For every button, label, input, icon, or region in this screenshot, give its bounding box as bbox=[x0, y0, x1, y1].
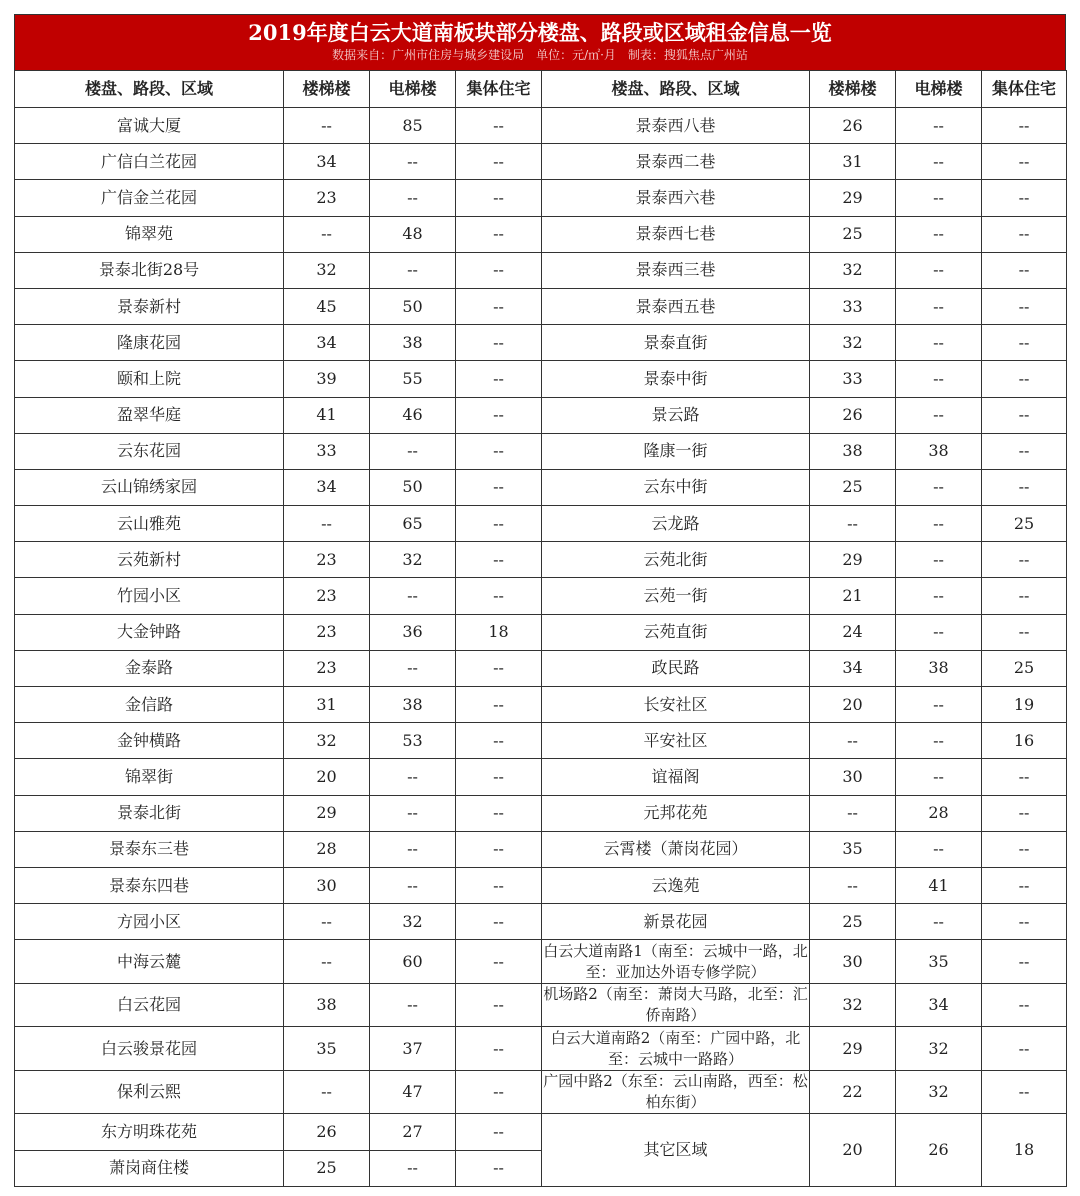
right-cell-name: 新景花园 bbox=[542, 904, 810, 940]
left-cell-collective-rent: -- bbox=[456, 795, 542, 831]
right-cell-stair-rent: 33 bbox=[810, 288, 896, 324]
left-cell-name: 金信路 bbox=[15, 687, 284, 723]
right-cell-name: 景泰西二巷 bbox=[542, 144, 810, 180]
right-cell-name: 机场路2（南至：萧岗大马路，北至：汇侨南路） bbox=[542, 983, 810, 1027]
right-cell-elevator-rent: -- bbox=[896, 723, 982, 759]
left-cell-name: 颐和上院 bbox=[15, 361, 284, 397]
right-cell-elevator-rent: -- bbox=[896, 144, 982, 180]
right-cell-collective-rent: -- bbox=[982, 325, 1067, 361]
left-cell-name: 方园小区 bbox=[15, 904, 284, 940]
right-cell-collective-rent: 18 bbox=[982, 1114, 1067, 1186]
left-cell-collective-rent: -- bbox=[456, 397, 542, 433]
left-cell-elevator-rent: -- bbox=[370, 759, 456, 795]
left-cell-name: 云山雅苑 bbox=[15, 506, 284, 542]
right-cell-elevator-rent: -- bbox=[896, 904, 982, 940]
left-cell-elevator-rent: -- bbox=[370, 650, 456, 686]
left-cell-collective-rent: -- bbox=[456, 759, 542, 795]
left-cell-stair-rent: 38 bbox=[284, 983, 370, 1027]
right-cell-collective-rent: 16 bbox=[982, 723, 1067, 759]
right-cell-elevator-rent: 32 bbox=[896, 1027, 982, 1071]
table-row bbox=[15, 687, 1067, 723]
table-row bbox=[15, 397, 1067, 433]
left-cell-stair-rent: 45 bbox=[284, 288, 370, 324]
header-row bbox=[15, 71, 1067, 108]
right-cell-stair-rent: 31 bbox=[810, 144, 896, 180]
right-cell-elevator-rent: 35 bbox=[896, 940, 982, 984]
right-cell-elevator-rent: 26 bbox=[896, 1114, 982, 1186]
left-cell-name: 景泰新村 bbox=[15, 288, 284, 324]
right-cell-stair-rent: -- bbox=[810, 795, 896, 831]
right-cell-collective-rent: 25 bbox=[982, 650, 1067, 686]
right-cell-elevator-rent: 28 bbox=[896, 795, 982, 831]
right-cell-stair-rent: 32 bbox=[810, 252, 896, 288]
left-cell-name: 白云花园 bbox=[15, 983, 284, 1027]
table-row bbox=[15, 904, 1067, 940]
right-cell-name: 云逸苑 bbox=[542, 867, 810, 903]
right-cell-collective-rent: -- bbox=[982, 252, 1067, 288]
left-cell-stair-rent: 25 bbox=[284, 1150, 370, 1186]
right-cell-collective-rent: -- bbox=[982, 940, 1067, 984]
right-cell-name: 云东中街 bbox=[542, 469, 810, 505]
right-cell-elevator-rent: -- bbox=[896, 397, 982, 433]
left-cell-collective-rent: -- bbox=[456, 723, 542, 759]
left-cell-name: 富诚大厦 bbox=[15, 108, 284, 144]
left-cell-elevator-rent: 38 bbox=[370, 687, 456, 723]
right-cell-elevator-rent: -- bbox=[896, 506, 982, 542]
left-cell-name: 锦翠街 bbox=[15, 759, 284, 795]
right-cell-name: 云龙路 bbox=[542, 506, 810, 542]
left-cell-stair-rent: 20 bbox=[284, 759, 370, 795]
left-cell-stair-rent: -- bbox=[284, 108, 370, 144]
right-cell-elevator-rent: -- bbox=[896, 759, 982, 795]
right-cell-stair-rent: 25 bbox=[810, 216, 896, 252]
right-cell-stair-rent: 20 bbox=[810, 687, 896, 723]
left-cell-elevator-rent: 38 bbox=[370, 325, 456, 361]
right-cell-elevator-rent: -- bbox=[896, 831, 982, 867]
right-cell-elevator-rent: -- bbox=[896, 288, 982, 324]
rent-table-document bbox=[14, 14, 1066, 1187]
right-cell-collective-rent: -- bbox=[982, 433, 1067, 469]
right-cell-stair-rent: 29 bbox=[810, 1027, 896, 1071]
right-cell-elevator-rent: -- bbox=[896, 325, 982, 361]
left-cell-name: 金泰路 bbox=[15, 650, 284, 686]
right-cell-name: 景泰西五巷 bbox=[542, 288, 810, 324]
left-cell-collective-rent: -- bbox=[456, 180, 542, 216]
left-cell-name: 竹园小区 bbox=[15, 578, 284, 614]
left-cell-elevator-rent: -- bbox=[370, 578, 456, 614]
left-cell-stair-rent: 34 bbox=[284, 144, 370, 180]
left-cell-elevator-rent: 32 bbox=[370, 904, 456, 940]
left-cell-collective-rent: -- bbox=[456, 687, 542, 723]
right-cell-elevator-rent: -- bbox=[896, 469, 982, 505]
left-cell-elevator-rent: -- bbox=[370, 867, 456, 903]
left-cell-collective-rent: -- bbox=[456, 867, 542, 903]
left-cell-collective-rent: -- bbox=[456, 216, 542, 252]
left-cell-name: 景泰北街28号 bbox=[15, 252, 284, 288]
right-cell-collective-rent: -- bbox=[982, 759, 1067, 795]
left-cell-stair-rent: 23 bbox=[284, 578, 370, 614]
right-cell-stair-rent: 26 bbox=[810, 397, 896, 433]
left-cell-stair-rent: 34 bbox=[284, 469, 370, 505]
right-cell-stair-rent: 30 bbox=[810, 759, 896, 795]
right-cell-collective-rent: 25 bbox=[982, 506, 1067, 542]
left-cell-name: 锦翠苑 bbox=[15, 216, 284, 252]
left-cell-collective-rent: -- bbox=[456, 831, 542, 867]
left-cell-stair-rent: -- bbox=[284, 940, 370, 984]
left-cell-stair-rent: 30 bbox=[284, 867, 370, 903]
left-cell-stair-rent: 39 bbox=[284, 361, 370, 397]
right-cell-collective-rent: -- bbox=[982, 397, 1067, 433]
right-cell-name: 隆康一街 bbox=[542, 433, 810, 469]
left-cell-stair-rent: -- bbox=[284, 1070, 370, 1114]
table-row bbox=[15, 180, 1067, 216]
table-row bbox=[15, 288, 1067, 324]
rent-table bbox=[14, 70, 1067, 1187]
table-subtitle: 数据来自：广州市住房与城乡建设局 单位：元/㎡·月 制表：搜狐焦点广州站 bbox=[332, 48, 748, 62]
right-cell-stair-rent: 29 bbox=[810, 542, 896, 578]
left-cell-collective-rent: -- bbox=[456, 288, 542, 324]
left-cell-name: 东方明珠花苑 bbox=[15, 1114, 284, 1150]
left-cell-elevator-rent: 37 bbox=[370, 1027, 456, 1071]
right-cell-collective-rent: -- bbox=[982, 795, 1067, 831]
left-cell-stair-rent: 23 bbox=[284, 180, 370, 216]
right-cell-name: 景泰西八巷 bbox=[542, 108, 810, 144]
left-cell-elevator-rent: 65 bbox=[370, 506, 456, 542]
right-cell-collective-rent: -- bbox=[982, 361, 1067, 397]
header-name: 楼盘、路段、区域 bbox=[15, 71, 284, 108]
right-cell-stair-rent: 33 bbox=[810, 361, 896, 397]
right-cell-name: 平安社区 bbox=[542, 723, 810, 759]
table-row bbox=[15, 325, 1067, 361]
right-cell-collective-rent: -- bbox=[982, 578, 1067, 614]
table-row bbox=[15, 1070, 1067, 1114]
right-cell-elevator-rent: -- bbox=[896, 252, 982, 288]
right-cell-collective-rent: -- bbox=[982, 1027, 1067, 1071]
left-cell-collective-rent: 18 bbox=[456, 614, 542, 650]
right-cell-name: 景泰西三巷 bbox=[542, 252, 810, 288]
right-cell-collective-rent: -- bbox=[982, 469, 1067, 505]
left-cell-collective-rent: -- bbox=[456, 469, 542, 505]
right-cell-elevator-rent: -- bbox=[896, 361, 982, 397]
right-cell-collective-rent: 19 bbox=[982, 687, 1067, 723]
right-cell-elevator-rent: 38 bbox=[896, 650, 982, 686]
table-row bbox=[15, 867, 1067, 903]
left-cell-elevator-rent: 27 bbox=[370, 1114, 456, 1150]
left-cell-collective-rent: -- bbox=[456, 108, 542, 144]
left-cell-stair-rent: 26 bbox=[284, 1114, 370, 1150]
left-cell-name: 景泰东四巷 bbox=[15, 867, 284, 903]
left-cell-elevator-rent: -- bbox=[370, 831, 456, 867]
left-cell-stair-rent: 32 bbox=[284, 252, 370, 288]
left-cell-name: 中海云麓 bbox=[15, 940, 284, 984]
left-cell-name: 云东花园 bbox=[15, 433, 284, 469]
right-cell-stair-rent: 34 bbox=[810, 650, 896, 686]
right-cell-name: 云苑直街 bbox=[542, 614, 810, 650]
right-cell-stair-rent: 32 bbox=[810, 325, 896, 361]
left-cell-name: 景泰东三巷 bbox=[15, 831, 284, 867]
left-cell-stair-rent: 23 bbox=[284, 614, 370, 650]
left-cell-elevator-rent: 53 bbox=[370, 723, 456, 759]
right-cell-stair-rent: -- bbox=[810, 506, 896, 542]
table-row bbox=[15, 650, 1067, 686]
left-cell-elevator-rent: 32 bbox=[370, 542, 456, 578]
left-cell-stair-rent: 32 bbox=[284, 723, 370, 759]
right-cell-stair-rent: 22 bbox=[810, 1070, 896, 1114]
header-elevator: 电梯楼 bbox=[370, 71, 456, 108]
table-row bbox=[15, 108, 1067, 144]
table-row bbox=[15, 795, 1067, 831]
right-cell-collective-rent: -- bbox=[982, 867, 1067, 903]
left-cell-stair-rent: -- bbox=[284, 216, 370, 252]
left-cell-stair-rent: 33 bbox=[284, 433, 370, 469]
left-cell-elevator-rent: 47 bbox=[370, 1070, 456, 1114]
header-collective: 集体住宅 bbox=[982, 71, 1067, 108]
table-row bbox=[15, 433, 1067, 469]
header-stair: 楼梯楼 bbox=[810, 71, 896, 108]
left-cell-name: 大金钟路 bbox=[15, 614, 284, 650]
left-cell-elevator-rent: -- bbox=[370, 180, 456, 216]
left-cell-collective-rent: -- bbox=[456, 361, 542, 397]
table-row bbox=[15, 578, 1067, 614]
left-cell-elevator-rent: -- bbox=[370, 433, 456, 469]
left-cell-stair-rent: 34 bbox=[284, 325, 370, 361]
left-cell-stair-rent: 29 bbox=[284, 795, 370, 831]
right-cell-name: 云霄楼（萧岗花园） bbox=[542, 831, 810, 867]
left-cell-collective-rent: -- bbox=[456, 433, 542, 469]
table-row bbox=[15, 216, 1067, 252]
left-cell-name: 金钟横路 bbox=[15, 723, 284, 759]
left-cell-stair-rent: 41 bbox=[284, 397, 370, 433]
left-cell-collective-rent: -- bbox=[456, 1150, 542, 1186]
right-cell-collective-rent: -- bbox=[982, 216, 1067, 252]
right-cell-stair-rent: 38 bbox=[810, 433, 896, 469]
left-cell-collective-rent: -- bbox=[456, 252, 542, 288]
table-row bbox=[15, 542, 1067, 578]
right-cell-elevator-rent: -- bbox=[896, 216, 982, 252]
right-cell-elevator-rent: -- bbox=[896, 687, 982, 723]
header-elevator: 电梯楼 bbox=[896, 71, 982, 108]
right-cell-name: 景泰直街 bbox=[542, 325, 810, 361]
left-cell-collective-rent: -- bbox=[456, 904, 542, 940]
right-cell-name: 广园中路2（东至：云山南路，西至：松柏东街） bbox=[542, 1070, 810, 1114]
right-cell-stair-rent: 20 bbox=[810, 1114, 896, 1186]
left-cell-collective-rent: -- bbox=[456, 983, 542, 1027]
right-cell-collective-rent: -- bbox=[982, 614, 1067, 650]
table-row bbox=[15, 144, 1067, 180]
left-cell-elevator-rent: -- bbox=[370, 1150, 456, 1186]
right-cell-stair-rent: 29 bbox=[810, 180, 896, 216]
left-cell-collective-rent: -- bbox=[456, 144, 542, 180]
left-cell-name: 白云骏景花园 bbox=[15, 1027, 284, 1071]
right-cell-elevator-rent: 32 bbox=[896, 1070, 982, 1114]
right-cell-elevator-rent: 34 bbox=[896, 983, 982, 1027]
right-cell-stair-rent: 30 bbox=[810, 940, 896, 984]
right-cell-elevator-rent: -- bbox=[896, 542, 982, 578]
table-title: 2019年度白云大道南板块部分楼盘、路段或区域租金信息一览 bbox=[248, 20, 832, 45]
right-cell-name: 云苑一街 bbox=[542, 578, 810, 614]
left-cell-collective-rent: -- bbox=[456, 325, 542, 361]
right-cell-name: 景泰西六巷 bbox=[542, 180, 810, 216]
right-cell-name: 景云路 bbox=[542, 397, 810, 433]
table-row bbox=[15, 759, 1067, 795]
right-cell-name: 谊福阁 bbox=[542, 759, 810, 795]
left-cell-name: 保利云熙 bbox=[15, 1070, 284, 1114]
table-row bbox=[15, 614, 1067, 650]
right-cell-elevator-rent: -- bbox=[896, 108, 982, 144]
left-cell-elevator-rent: -- bbox=[370, 795, 456, 831]
left-cell-collective-rent: -- bbox=[456, 940, 542, 984]
right-cell-stair-rent: 21 bbox=[810, 578, 896, 614]
left-cell-elevator-rent: 50 bbox=[370, 469, 456, 505]
table-row bbox=[15, 723, 1067, 759]
left-cell-name: 景泰北街 bbox=[15, 795, 284, 831]
left-cell-elevator-rent: -- bbox=[370, 983, 456, 1027]
left-cell-name: 隆康花园 bbox=[15, 325, 284, 361]
right-cell-name: 政民路 bbox=[542, 650, 810, 686]
right-cell-stair-rent: 24 bbox=[810, 614, 896, 650]
right-cell-stair-rent: 26 bbox=[810, 108, 896, 144]
right-cell-collective-rent: -- bbox=[982, 542, 1067, 578]
left-cell-elevator-rent: 46 bbox=[370, 397, 456, 433]
right-cell-stair-rent: 35 bbox=[810, 831, 896, 867]
left-cell-name: 萧岗商住楼 bbox=[15, 1150, 284, 1186]
table-row bbox=[15, 831, 1067, 867]
left-cell-elevator-rent: 60 bbox=[370, 940, 456, 984]
right-cell-name: 景泰中街 bbox=[542, 361, 810, 397]
right-cell-collective-rent: -- bbox=[982, 831, 1067, 867]
right-cell-name: 白云大道南路1（南至：云城中一路，北至：亚加达外语专修学院） bbox=[542, 940, 810, 984]
right-cell-name: 白云大道南路2（南至：广园中路，北至：云城中一路路） bbox=[542, 1027, 810, 1071]
table-row bbox=[15, 1114, 1067, 1150]
left-cell-elevator-rent: 48 bbox=[370, 216, 456, 252]
left-cell-name: 盈翠华庭 bbox=[15, 397, 284, 433]
left-cell-collective-rent: -- bbox=[456, 650, 542, 686]
table-row bbox=[15, 252, 1067, 288]
title-bar bbox=[14, 14, 1066, 70]
right-cell-name: 元邦花苑 bbox=[542, 795, 810, 831]
right-cell-stair-rent: 25 bbox=[810, 904, 896, 940]
left-cell-stair-rent: 23 bbox=[284, 542, 370, 578]
right-cell-name: 景泰西七巷 bbox=[542, 216, 810, 252]
left-cell-elevator-rent: 36 bbox=[370, 614, 456, 650]
left-cell-elevator-rent: 55 bbox=[370, 361, 456, 397]
left-cell-elevator-rent: 85 bbox=[370, 108, 456, 144]
right-cell-collective-rent: -- bbox=[982, 108, 1067, 144]
table-row bbox=[15, 940, 1067, 984]
right-cell-stair-rent: -- bbox=[810, 867, 896, 903]
right-cell-elevator-rent: -- bbox=[896, 614, 982, 650]
right-cell-collective-rent: -- bbox=[982, 1070, 1067, 1114]
left-cell-stair-rent: 31 bbox=[284, 687, 370, 723]
right-cell-elevator-rent: -- bbox=[896, 578, 982, 614]
left-cell-name: 广信金兰花园 bbox=[15, 180, 284, 216]
header-collective: 集体住宅 bbox=[456, 71, 542, 108]
left-cell-stair-rent: -- bbox=[284, 506, 370, 542]
left-cell-name: 云苑新村 bbox=[15, 542, 284, 578]
left-cell-name: 云山锦绣家园 bbox=[15, 469, 284, 505]
right-cell-stair-rent: -- bbox=[810, 723, 896, 759]
right-cell-elevator-rent: 38 bbox=[896, 433, 982, 469]
left-cell-collective-rent: -- bbox=[456, 542, 542, 578]
left-cell-stair-rent: 23 bbox=[284, 650, 370, 686]
right-cell-collective-rent: -- bbox=[982, 904, 1067, 940]
table-row bbox=[15, 469, 1067, 505]
left-cell-stair-rent: -- bbox=[284, 904, 370, 940]
right-cell-collective-rent: -- bbox=[982, 180, 1067, 216]
table-row bbox=[15, 506, 1067, 542]
right-cell-stair-rent: 32 bbox=[810, 983, 896, 1027]
right-cell-name: 长安社区 bbox=[542, 687, 810, 723]
right-cell-stair-rent: 25 bbox=[810, 469, 896, 505]
right-cell-collective-rent: -- bbox=[982, 983, 1067, 1027]
header-name: 楼盘、路段、区域 bbox=[542, 71, 810, 108]
left-cell-elevator-rent: -- bbox=[370, 252, 456, 288]
left-cell-collective-rent: -- bbox=[456, 1027, 542, 1071]
left-cell-stair-rent: 28 bbox=[284, 831, 370, 867]
left-cell-stair-rent: 35 bbox=[284, 1027, 370, 1071]
table-row bbox=[15, 1027, 1067, 1071]
right-cell-collective-rent: -- bbox=[982, 288, 1067, 324]
right-cell-name: 云苑北街 bbox=[542, 542, 810, 578]
header-stair: 楼梯楼 bbox=[284, 71, 370, 108]
table-row bbox=[15, 361, 1067, 397]
left-cell-name: 广信白兰花园 bbox=[15, 144, 284, 180]
left-cell-collective-rent: -- bbox=[456, 1070, 542, 1114]
left-cell-elevator-rent: 50 bbox=[370, 288, 456, 324]
table-row bbox=[15, 983, 1067, 1027]
left-cell-collective-rent: -- bbox=[456, 506, 542, 542]
right-cell-elevator-rent: 41 bbox=[896, 867, 982, 903]
right-cell-elevator-rent: -- bbox=[896, 180, 982, 216]
left-cell-collective-rent: -- bbox=[456, 578, 542, 614]
left-cell-collective-rent: -- bbox=[456, 1114, 542, 1150]
left-cell-elevator-rent: -- bbox=[370, 144, 456, 180]
right-cell-collective-rent: -- bbox=[982, 144, 1067, 180]
right-cell-name: 其它区域 bbox=[542, 1114, 810, 1186]
